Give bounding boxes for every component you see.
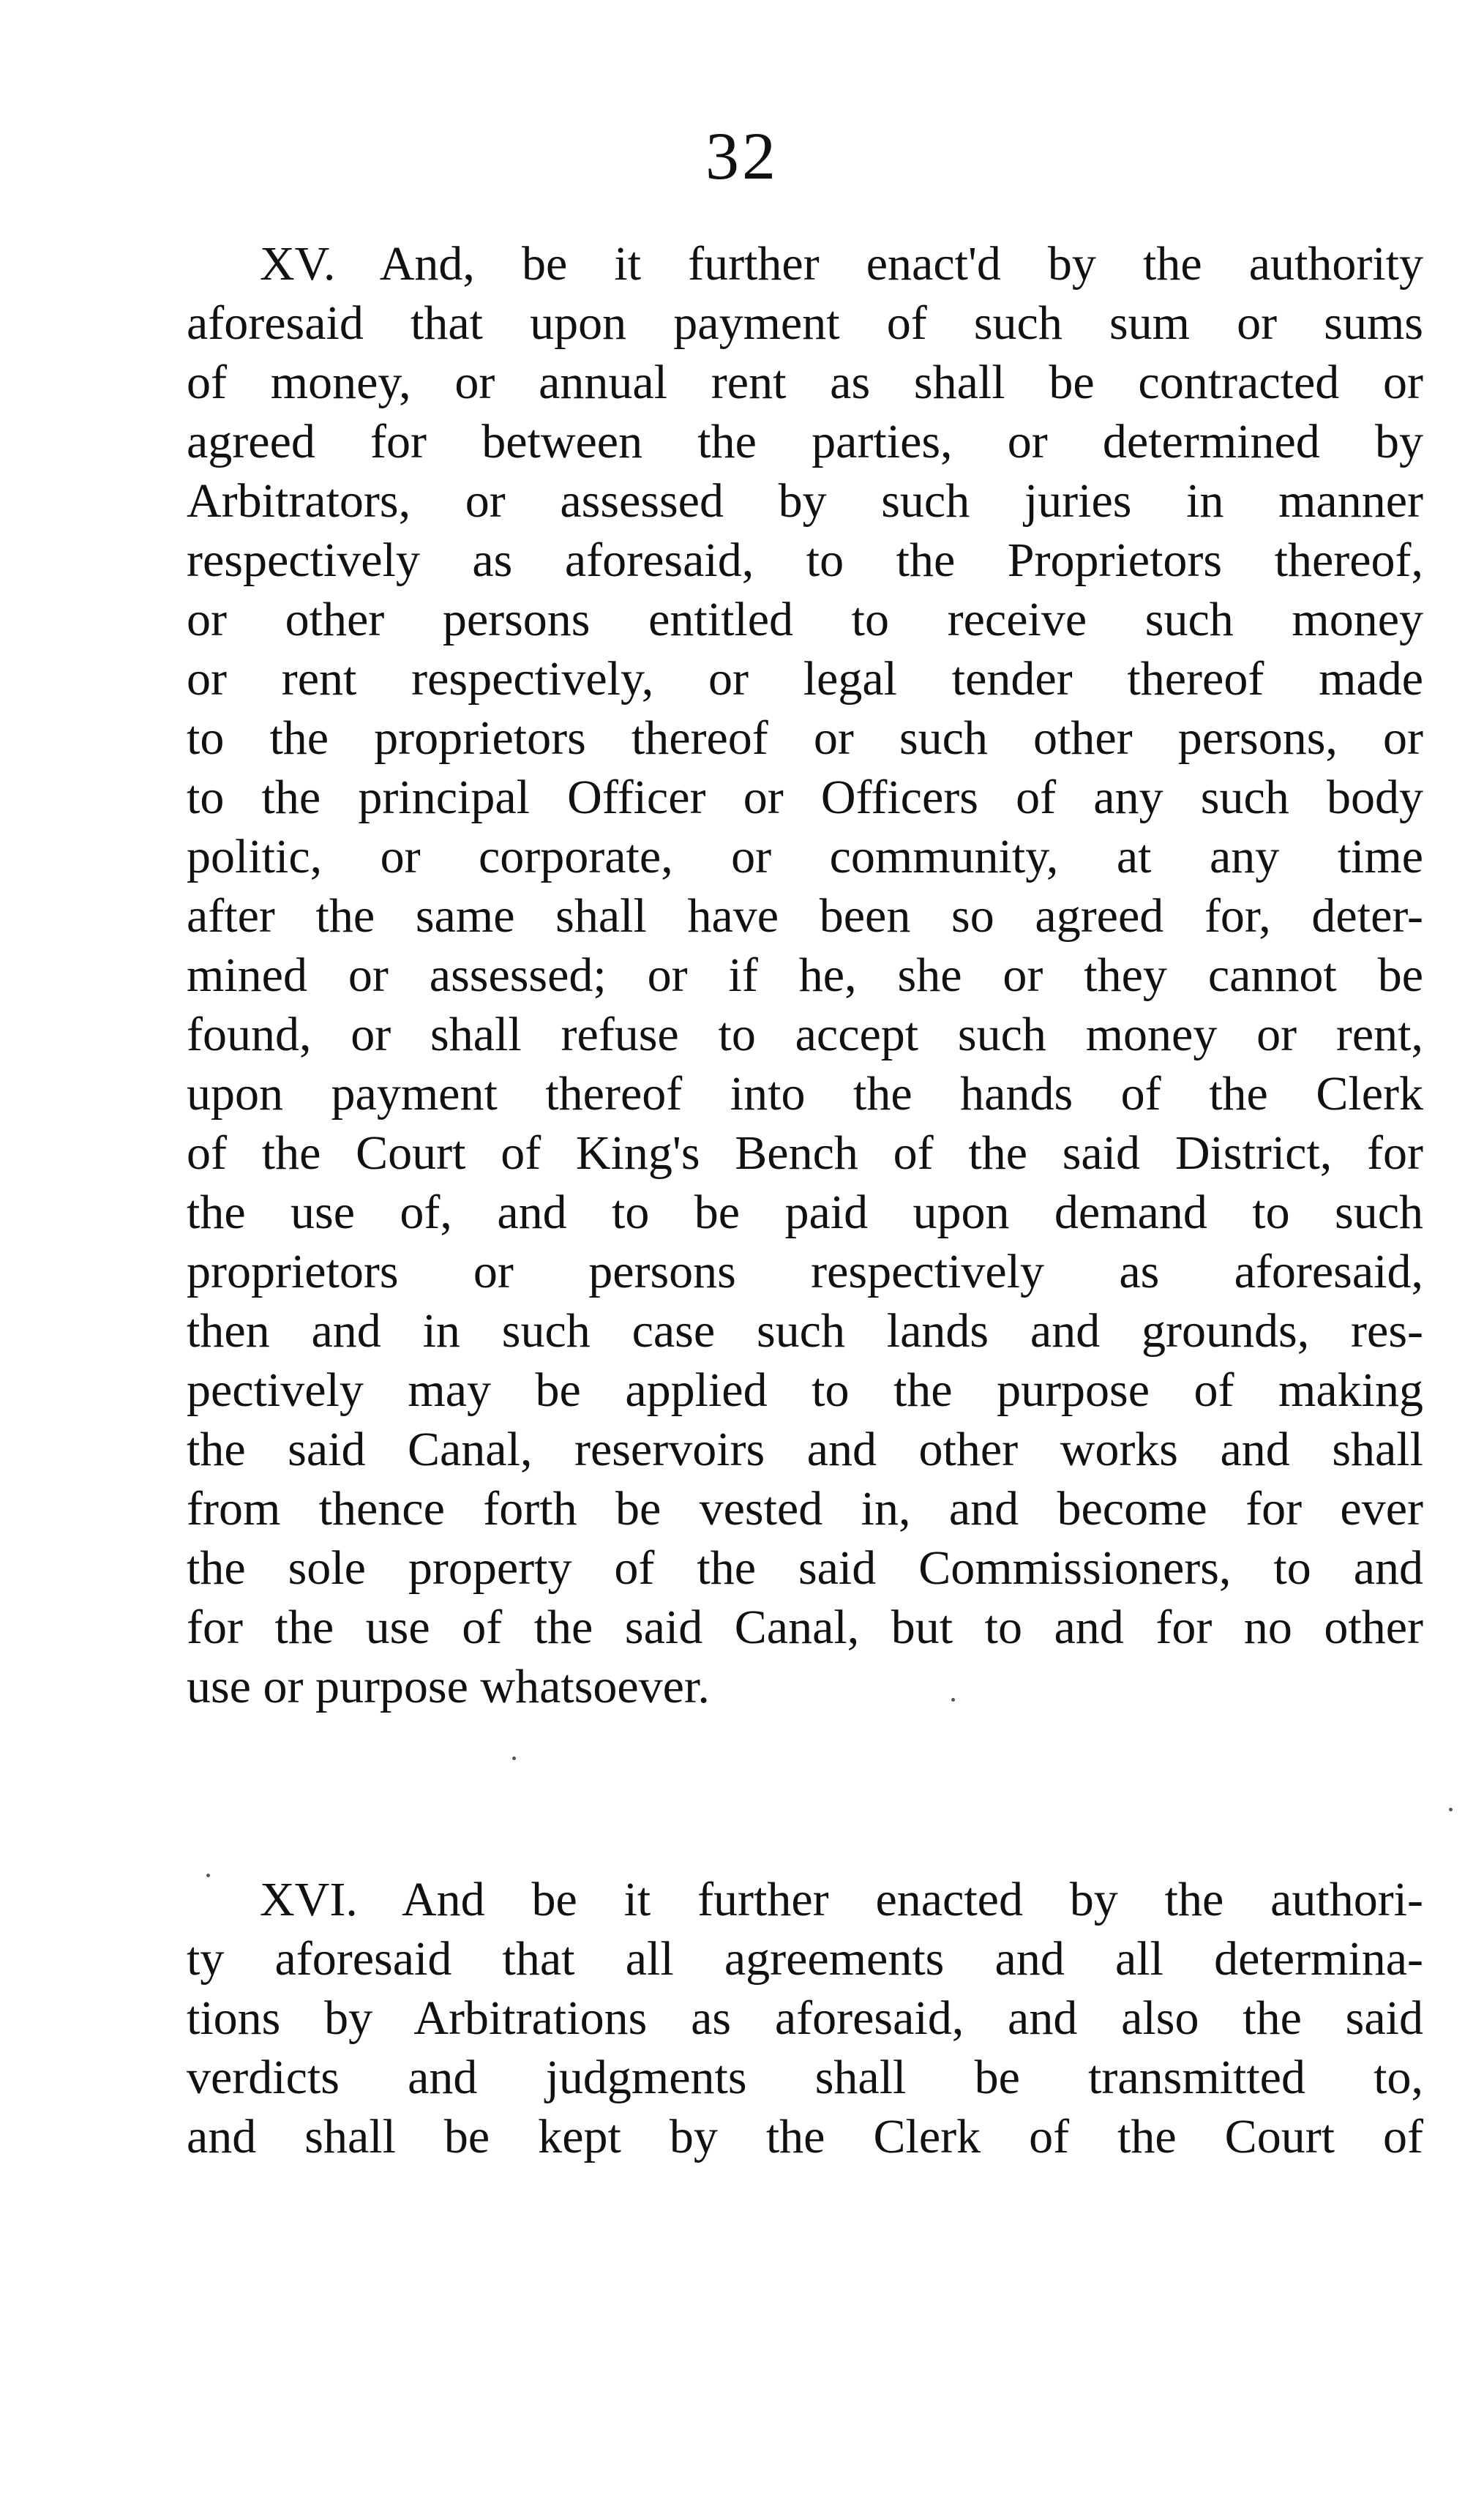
text-line: the use of, and to be paid upon demand to such [187,1186,1423,1239]
text-line: after the same shall have been so agreed for, deter- [187,889,1423,943]
section-xv-paragraph [187,234,1423,1716]
page-number: 32 [705,119,779,193]
text-line: XVI. And be it further enacted by the authori- [260,1873,1423,1926]
text-line: respectively as aforesaid, to the Proprietors thereof, [187,534,1423,587]
text-line: mined or assessed; or if he, she or they cannot be [187,949,1423,1002]
ink-speck [1449,1808,1453,1811]
text-line: proprietors or persons respectively as aforesaid, [187,1245,1423,1298]
text-line: from thence forth be vested in, and become for ever [187,1482,1423,1535]
text-line: found, or shall refuse to accept such money or rent, [187,1008,1423,1061]
ink-speck [512,1757,516,1760]
section-xvi-paragraph [187,1870,1423,2166]
text-line: pectively may be applied to the purpose of making [187,1363,1423,1417]
text-line: or other persons entitled to receive such money [187,593,1423,646]
ink-speck [951,1698,955,1702]
text-line: politic, or corporate, or community, at any time [187,830,1423,883]
text-line: the said Canal, reservoirs and other works and shall [187,1423,1423,1476]
text-line: to the proprietors thereof or such other persons, or [187,711,1423,765]
text-line: ty aforesaid that all agreements and all determina- [187,1932,1423,1986]
text-line: XV. And, be it further enact'd by the authority [260,237,1423,291]
text-line: agreed for between the parties, or determined by [187,415,1423,468]
text-line: verdicts and judgments shall be transmitted to, [187,2051,1423,2104]
text-line: of the Court of King's Bench of the said District, for [187,1126,1423,1180]
text-line: of money, or annual rent as shall be contracted or [187,356,1423,409]
text-line: aforesaid that upon payment of such sum or sums [187,296,1423,350]
text-line: use or purpose whatsoever. [187,1660,710,1713]
text-line: Arbitrators, or assessed by such juries in manner [187,474,1423,528]
text-line: and shall be kept by the Clerk of the Court of [187,2110,1423,2163]
text-line: then and in such case such lands and grounds, res- [187,1304,1423,1358]
text-line: or rent respectively, or legal tender thereof made [187,652,1423,706]
text-line: tions by Arbitrations as aforesaid, and also the said [187,1991,1423,2045]
text-line: the sole property of the said Commissioners, to and [187,1541,1423,1595]
text-line: to the principal Officer or Officers of any such body [187,771,1423,824]
text-line: for the use of the said Canal, but to and for no other [187,1601,1423,1654]
text-line: upon payment thereof into the hands of the Clerk [187,1067,1423,1121]
